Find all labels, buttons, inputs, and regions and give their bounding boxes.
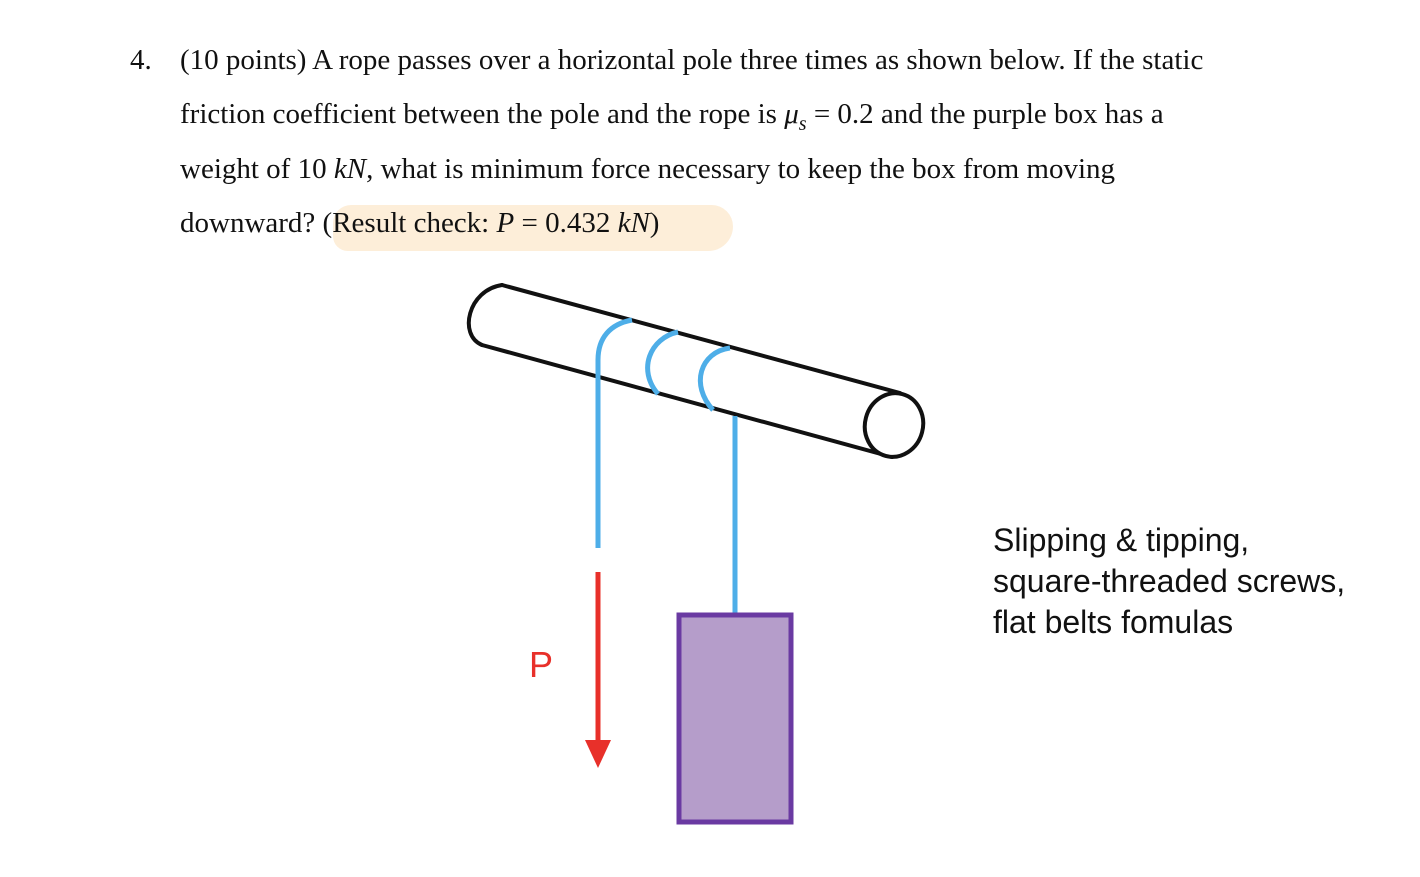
problem-line-4: downward? (Result check: P = 0.432 kN) [180, 207, 660, 239]
problem-line-2: friction coefficient between the pole and the rope is $\mu_s = 0.2$ and the purple box has a [180, 98, 1164, 135]
force-arrow [585, 572, 611, 768]
result-check: (Result check: P = 0.432 kN) [322, 207, 660, 239]
problem-line-1: (10 points) A rope passes over a horizontal pole three times as shown below. If the static [180, 44, 1204, 76]
rope-wrap-3 [700, 348, 730, 410]
problem-number: 4. [130, 44, 152, 76]
rope [598, 320, 735, 615]
pole-left-cap [469, 285, 502, 345]
pole-bottom-edge [482, 345, 892, 457]
purple-box [679, 615, 791, 822]
note-line-3: flat belts fomulas [993, 604, 1234, 640]
rope-wrap-2 [648, 332, 678, 394]
note-line-1: Slipping & tipping, [993, 522, 1250, 558]
problem-line-3: weight of 10 kN, what is minimum force necessary to keep the box from moving [180, 153, 1116, 185]
rope-wrap-1 [598, 320, 632, 548]
force-label: P [529, 644, 554, 685]
handwritten-note [993, 520, 1345, 643]
mu-subscript: s [798, 113, 807, 135]
note-line-2: square-threaded screws, [993, 563, 1346, 599]
mu-symbol: μ [784, 98, 799, 130]
arrow-down-icon [585, 740, 611, 768]
